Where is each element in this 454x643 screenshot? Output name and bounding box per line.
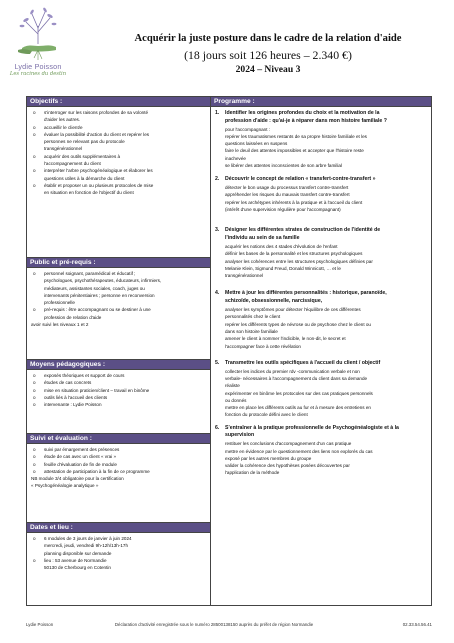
programme-item-line: l'accompagner face à cette révélation bbox=[225, 343, 301, 349]
programme-item bbox=[211, 176, 431, 213]
right-column bbox=[211, 97, 431, 605]
list-item-line: en situation en fonction de l'objectif du client bbox=[44, 190, 134, 196]
programme-item-title-text: supervision bbox=[225, 432, 255, 439]
programme-item-title-text: schizoïde, obsessionnelle, narcissique, bbox=[225, 298, 323, 305]
programme-item-title-text: Identifier les origines profondes du choix et la motivation de la bbox=[225, 110, 380, 116]
programme-item-number: 5. bbox=[215, 359, 220, 366]
programme-item bbox=[211, 360, 431, 419]
programme-item-title-text: S'entraîner à la pratique professionnelle de Psychogénéalogiste et à la bbox=[225, 424, 399, 431]
programme-item-title bbox=[215, 290, 427, 298]
public-note: avoir suivi les niveaux 1 et 2 bbox=[31, 322, 89, 328]
list-item bbox=[31, 124, 206, 131]
programme-item-number: 3. bbox=[215, 227, 220, 234]
programme-item bbox=[211, 290, 431, 349]
moyens-heading: Moyens pédagogiques : bbox=[27, 360, 210, 370]
programme-item-title-text: l'individu au sein de sa famille bbox=[225, 235, 300, 242]
list-item-line: o acquérir des outils supplémentaires à bbox=[44, 153, 121, 159]
programme-item-line: analyser les symptômes pour détecter l'équilibre de ces différentes bbox=[225, 307, 361, 313]
programme-item-line: fonction du protocole défini avec le client bbox=[225, 412, 308, 418]
programme-item-line: personnalités chez le client bbox=[225, 314, 281, 320]
programme-item-line: analyser les cohérences entre les structures psychologiques définies par bbox=[225, 258, 373, 264]
dates-heading: Dates et lieu : bbox=[27, 523, 210, 533]
programme-item-number: 4. bbox=[215, 290, 220, 297]
programme-item bbox=[211, 110, 431, 169]
list-item: o intervenante : Lydie Poisson bbox=[31, 401, 206, 408]
programme-item-line: dans son histoire familiale bbox=[225, 328, 278, 334]
list-item-line: professionnelle bbox=[44, 300, 75, 306]
list-item-line: d'aider les autres. bbox=[44, 117, 81, 123]
programme-item-title bbox=[215, 227, 427, 235]
tree-logo-icon bbox=[12, 4, 64, 62]
programme-item-line: (intérêt d'une supervision régulière pour l'accompagnant) bbox=[225, 207, 341, 213]
content-table bbox=[26, 96, 432, 606]
list-item-line: psychologues, psychothérapeutes, éducateurs, infirmiers, bbox=[44, 278, 162, 284]
objectifs-section bbox=[27, 107, 210, 258]
programme-item-line: mettre en place les différents outils au fur et à mesure des entretiens en bbox=[225, 405, 371, 411]
left-column bbox=[27, 97, 211, 605]
list-item bbox=[31, 306, 206, 321]
programme-item-title bbox=[215, 425, 427, 433]
list-item-line: o 6 modules de 3 jours de janvier à juin 2024 bbox=[44, 536, 132, 541]
list-item-line: o s'interroger sur les raisons profondes de sa volonté bbox=[44, 110, 149, 115]
list-item-line: 50130 de Cherbourg en Cotentin bbox=[44, 565, 111, 571]
public-section bbox=[27, 268, 210, 360]
programme-item-number: 1. bbox=[215, 110, 220, 116]
programme-item-title bbox=[215, 298, 427, 306]
list-item-line: o accueillir le client/e bbox=[44, 124, 83, 130]
list-item: o exposés théoriques et support de cours bbox=[31, 372, 206, 379]
programme-item-number: 2. bbox=[215, 176, 220, 183]
programme-item-line: inachevée bbox=[225, 155, 246, 161]
programme-item bbox=[211, 227, 431, 279]
list-item-line: questions utiles à la démarche du client bbox=[44, 175, 125, 181]
suivi-heading: Suivi et évaluation : bbox=[27, 434, 210, 444]
programme-item-line: transgénérationnel bbox=[225, 273, 264, 279]
footer-declaration: Déclaration d'activité enregistrée sous le numéro 28500138150 auprès du préfet de région Normandie bbox=[114, 622, 314, 627]
public-heading: Public et pré-requis : bbox=[27, 258, 210, 268]
programme-item-line: se libérer des attentes inconscientes de son arbre familial bbox=[225, 163, 342, 169]
dates-section bbox=[27, 533, 210, 573]
programme-item-line: verbale- nécessaires à l'accompagnement du client dans sa demande bbox=[225, 375, 368, 381]
programme-item-line: ou donnés bbox=[225, 397, 247, 403]
programme-item-line: valider la cohérence des hypothèses posées découvertes par bbox=[225, 463, 350, 469]
list-item-line: o pré-requis : être accompagnant ou se destiner à une bbox=[44, 307, 151, 313]
programme-item-title-text: Mettre à jour les différentes personnalités : historique, paranoïde, bbox=[225, 290, 387, 297]
programme-item-line: appréhender les risques du mauvais transfert contre-transfert bbox=[225, 192, 350, 198]
programme-item-line: pour l'accompagnant : bbox=[225, 126, 271, 132]
footer-phone: 02.33.54.56.41 bbox=[402, 622, 432, 627]
objectifs-heading: Objectifs : bbox=[27, 97, 210, 107]
duration-price: (18 jours soit 126 heures – 2.340 €) bbox=[184, 48, 352, 62]
list-item: o études de cas concrets bbox=[31, 379, 206, 386]
programme-item-line: définir les bases de la personnalité et les structures psychologiques bbox=[225, 251, 363, 257]
list-item bbox=[31, 109, 206, 124]
programme-item-title bbox=[215, 118, 427, 126]
programme-item-title-text: Découvrir le concept de relation « transfert-contre-transfert » bbox=[225, 176, 376, 183]
programme-item-line: questions laissées en suspens bbox=[225, 141, 288, 147]
programme-item-line: repérer les archétypes inhérents à la pratique et à l'accueil du client bbox=[225, 199, 363, 205]
title-block bbox=[104, 32, 432, 76]
page-header bbox=[0, 0, 454, 92]
year-level: 2024 – Niveau 3 bbox=[235, 64, 301, 75]
list-item bbox=[31, 182, 206, 197]
programme-item-line: repérer les traumatismes restants de sa propre histoire familiale et les bbox=[225, 133, 367, 139]
programme-item-line: mettre en évidence par le questionnement des liens non explorés du cas bbox=[225, 448, 373, 454]
suivi-note-line2: « Psychogénéalogie analytique » bbox=[31, 483, 99, 489]
list-item bbox=[31, 535, 206, 557]
list-item: o suivi par émargement des présences bbox=[31, 446, 206, 453]
list-item: o feuille d'évaluation de fin de module bbox=[31, 461, 206, 468]
programme-item-title-text: profession d'aide : qu'ai-je à réparer dans mon histoire familiale ? bbox=[225, 117, 387, 124]
programme-item-line: expérimenter en binôme les protocoles sur des cas pratiques personnels bbox=[225, 390, 373, 396]
list-item-line: o personnel soignant, paramédical et éducatif ; bbox=[44, 271, 136, 276]
footer-name: Lydie Poisson bbox=[26, 622, 54, 627]
list-item-line: planning disponible sur demande bbox=[44, 550, 112, 556]
list-item: o attestation de participation à la fin de ce programme bbox=[31, 468, 206, 475]
list-item bbox=[31, 153, 206, 168]
programme-item-title-text: Transmettre les outils spécifiques à l'accueil du client / objectif bbox=[225, 359, 381, 366]
programme-item-line: exposé par les autres membres du groupe bbox=[225, 455, 312, 461]
list-item-line: intervenants pénitentiaires ; personne en reconversion bbox=[44, 292, 155, 298]
list-item-line: personnes ne relevant pas du protocole bbox=[44, 139, 125, 145]
programme-heading: Programme : bbox=[211, 97, 431, 107]
programme-item-line: restituer les conclusions d'accompagnement d'un cas pratique bbox=[225, 441, 352, 447]
list-item: o outils liés à l'accueil des clients bbox=[31, 394, 206, 401]
programme-item-line: réaliste bbox=[225, 383, 240, 389]
moyens-section bbox=[27, 370, 210, 434]
programme-item-line: détecter le bon usage du processus transfert contre-transfert bbox=[225, 185, 349, 191]
programme-item-title bbox=[215, 235, 427, 243]
list-item bbox=[31, 131, 206, 153]
list-item: o mise en situation praticien/client – travail en binôme bbox=[31, 387, 206, 394]
list-item-line: o interpréter l'arbre psychogénéalogique et élaborer les bbox=[44, 168, 153, 174]
suivi-note-line1: NB module 3/4 obligatoire pour la certification bbox=[31, 476, 124, 482]
programme-item-title bbox=[215, 176, 427, 184]
programme-item-line: faire le deuil des attentes impossibles et accepter que l'histoire reste bbox=[225, 148, 364, 154]
suivi-section bbox=[27, 444, 210, 523]
logo-name: Lydie Poisson bbox=[14, 62, 62, 71]
list-item-line: l'accompagnement du client bbox=[44, 161, 101, 167]
programme-item-line: l'application de la méthode bbox=[225, 470, 280, 476]
document-title: Acquérir la juste posture dans le cadre de la relation d'aide bbox=[134, 33, 402, 44]
programme-section bbox=[211, 107, 431, 477]
programme-item-number: 6. bbox=[215, 424, 220, 431]
list-item bbox=[31, 270, 206, 306]
list-item-line: profession de relation d'aide bbox=[44, 314, 102, 320]
programme-item-line: repérer les différents types de névrose ou de psychose chez le client ou bbox=[225, 321, 371, 327]
programme-item-title bbox=[215, 360, 427, 368]
list-item-line: médiateurs, assistantes sociales, coach, juges ou bbox=[44, 285, 145, 291]
programme-item-line: acquérir les notions des 4 stades d'évolution de l'enfant bbox=[225, 243, 338, 249]
logo-tagline: Les racines du destin bbox=[9, 71, 67, 77]
programme-item-line: collecter les indices du premier rdv -communication verbale et non bbox=[225, 368, 360, 374]
programme-item-title bbox=[215, 110, 427, 118]
programme-item-title-text: Désigner les différentes strates de construction de l'identité de bbox=[225, 227, 381, 234]
list-item bbox=[31, 557, 206, 572]
list-item-line: o lieu : 53 avenue de Normandie bbox=[44, 557, 107, 563]
programme-item bbox=[211, 425, 431, 477]
list-item-line: transgénérationnel bbox=[44, 146, 83, 152]
logo bbox=[6, 4, 68, 90]
list-item-line: mercredi, jeudi, vendredi 9h-12h/13h-17h bbox=[44, 543, 129, 549]
list-item: o étude de cas avec un client « vrai » bbox=[31, 453, 206, 460]
programme-item-line: amener le client à nommer l'indicible, le non-dit, le secret et bbox=[225, 336, 346, 342]
list-item-line: o évaluer la possibilité d'action du client et repérer les bbox=[44, 131, 150, 137]
programme-item-title bbox=[215, 432, 427, 440]
list-item-line: o établir et proposer un ou plusieurs protocoles de mise bbox=[44, 182, 154, 188]
programme-item-line: Melanie Klein, Sigmund Freud, Donald Winnicott, … et le bbox=[225, 265, 341, 271]
list-item bbox=[31, 167, 206, 182]
